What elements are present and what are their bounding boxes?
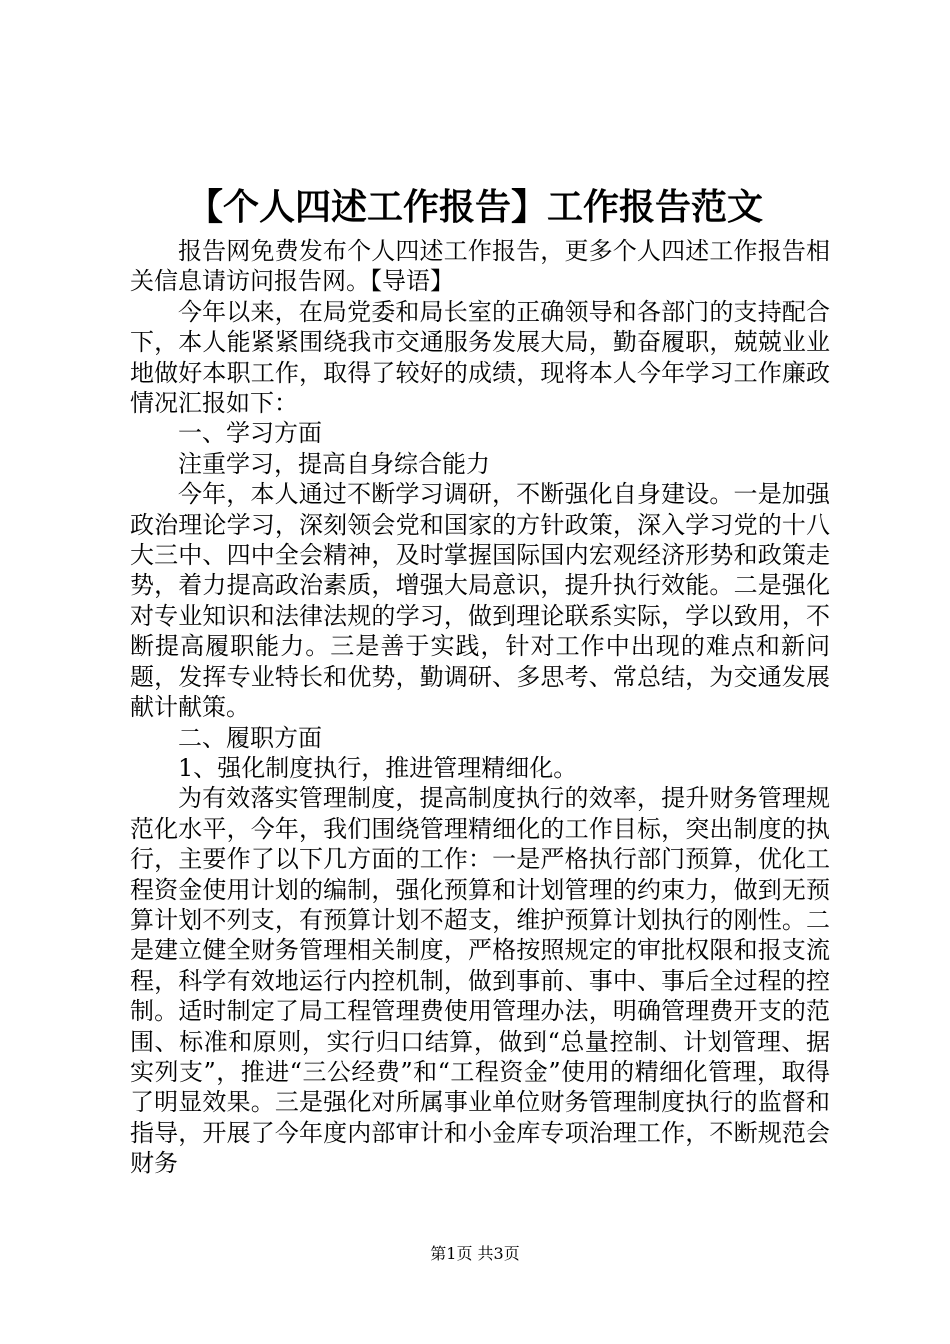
paragraph-intro: 报告网免费发布个人四述工作报告，更多个人四述工作报告相关信息请访问报告网。【导语】 <box>130 237 830 296</box>
paragraph-study: 今年，本人通过不断学习调研，不断强化自身建设。一是加强政治理论学习，深刻领会党和国家的方针政策，深入学习党的十八大三中、四中全会精神，及时掌握国际国内宏观经济形势和政策走势，着力提高政治素质，增强大局意识，提升执行效能。二是强化对专业知识和法律法规的学习，做到理论联系实际，学以致用，不断提高履职能力。三是善于实践，针对工作中出现的难点和新问题，发挥专业特长和优势，勤调研、多思考、常总结，为交通发展献计献策。 <box>130 480 830 722</box>
paragraph-opening: 今年以来，在局党委和局长室的正确领导和各部门的支持配合下，本人能紧紧围绕我市交通服务发展大局，勤奋履职，兢兢业业地做好本职工作，取得了较好的成绩，现将本人今年学习工作廉政情况汇报如下： <box>130 297 830 418</box>
document-title: 【个人四述工作报告】工作报告范文 <box>186 186 763 228</box>
document-body <box>130 236 830 1179</box>
paragraph-duty-1: 为有效落实管理制度，提高制度执行的效率，提升财务管理规范化水平，今年，我们围绕管理精细化的工作目标，突出制度的执行，主要作了以下几方面的工作：一是严格执行部门预算，优化工程资金使用计划的编制，强化预算和计划管理的约束力，做到无预算计划不列支，有预算计划不超支，维护预算计划执行的刚性。二是建立健全财务管理相关制度，严格按照规定的审批权限和报支流程，科学有效地运行内控机制，做到事前、事中、事后全过程的控制。适时制定了局工程管理费使用管理办法，明确管理费开支的范围、标准和原则，实行归口结算，做到“总量控制、计划管理、据实列支”，推进“三公经费”和“工程资金”使用的精细化管理，取得了明显效果。三是强化对所属事业单位财务管理制度执行的监督和指导，开展了今年度内部审计和小金库专项治理工作，不断规范会财务 <box>130 784 830 1178</box>
section-heading-duty: 二、履职方面 <box>178 723 322 752</box>
page-footer: 第1页 共3页 <box>430 1244 520 1263</box>
subheading-duty-1: 1、强化制度执行，推进管理精细化。 <box>178 753 578 782</box>
section-heading-study: 一、学习方面 <box>178 419 322 448</box>
subheading-study: 注重学习，提高自身综合能力 <box>178 449 490 478</box>
